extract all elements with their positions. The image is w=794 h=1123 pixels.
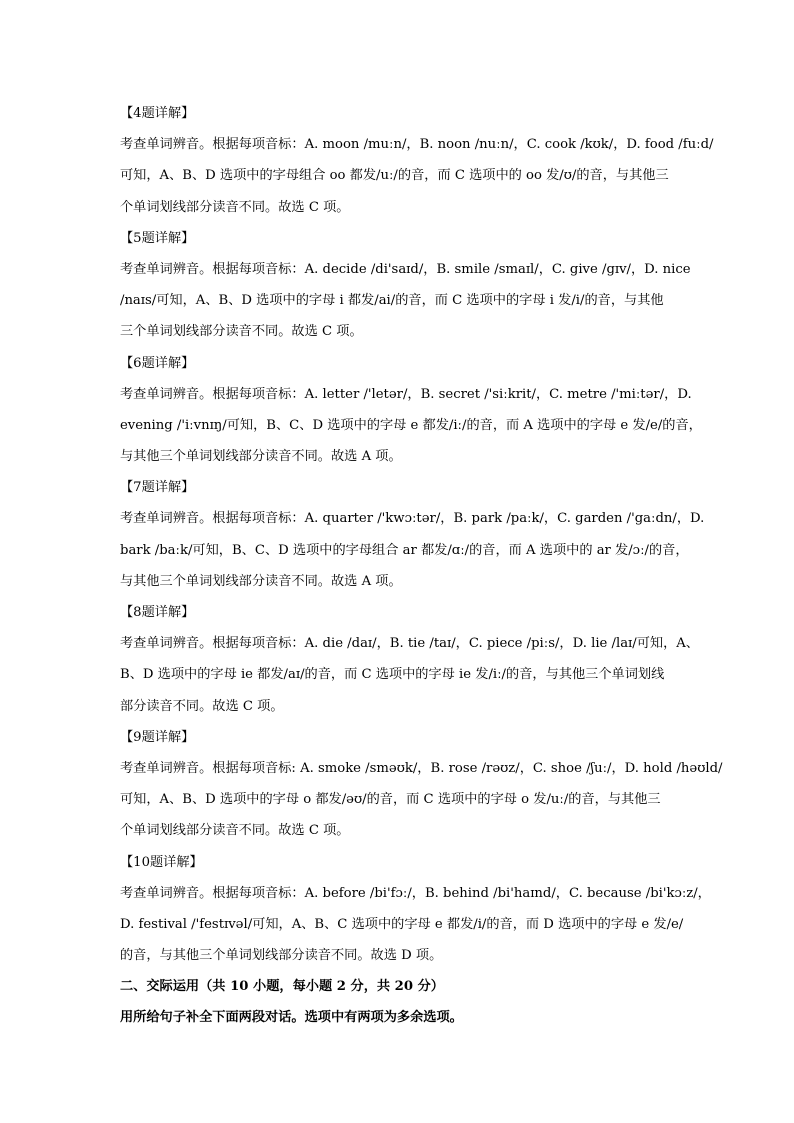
section-q6: [120, 348, 702, 473]
part-two: [120, 971, 680, 1033]
paragraph-line: /naɪs/可知，A、B、D 选项中的字母 i 都发/ai/的音，而 C 选项中的字母 i 发/i/的音，与其他: [120, 293, 664, 309]
paragraph-line: evening /'iːvnɪŋ/可知，B、C、D 选项中的字母 e 都发/iː/的音，而 A 选项中的字母 e 发/e/的音，: [120, 417, 702, 433]
paragraph-line: 考查单词辨音。根据每项音标：A. quarter /'kwɔːtər/，B. park /paːk/，C. garden /'gaːdn/，D.: [120, 511, 705, 527]
paragraph-line: 与其他三个单词划线部分读音不同。故选 A 项。: [120, 449, 402, 465]
section-q5: [120, 223, 691, 348]
paragraph-line: 可知，A、B、D 选项中的字母 o 都发/əʊ/的音，而 C 选项中的字母 o 发/uː/的音，与其他三: [120, 792, 661, 808]
section-heading: 【4题详解】: [120, 106, 195, 121]
paragraph-line: bark /baːk/可知，B、C、D 选项中的字母组合 ar 都发/ɑː/的音，而 A 选项中的 ar 发/ɔː/的音，: [120, 542, 689, 558]
paragraph-line: 考查单词辨音。根据每项音标：A. die /daɪ/，B. tie /taɪ/，C. piece /piːs/，D. lie /laɪ/可知，A、: [120, 636, 699, 652]
paragraph-line: 个单词划线部分读音不同。故选 C 项。: [120, 199, 350, 215]
section-heading: 【10题详解】: [120, 854, 203, 870]
paragraph-line: B、D 选项中的字母 ie 都发/aɪ/的音，而 C 选项中的字母 ie 发/iː/的音，与其他三个单词划线: [120, 667, 665, 683]
paragraph-line: 的音，与其他三个单词划线部分读音不同。故选 D 项。: [120, 948, 443, 964]
section-q10: [120, 847, 711, 972]
section-q9: [120, 722, 723, 847]
section-q7: [120, 472, 705, 597]
part-two-title: 二、交际运用（共 10 小题，每小题 2 分，共 20 分）: [120, 979, 444, 995]
paragraph-line: 考查单词辨音。根据每项音标：A. before /bi'fɔː/，B. behind /bi'haɪnd/，C. because /bi'kɔːz/，: [120, 885, 711, 901]
paragraph-line: D. festival /'festɪvəl/可知，A、B、C 选项中的字母 e 都发/i/的音，而 D 选项中的字母 e 发/e/: [120, 916, 684, 932]
section-heading: 【5题详解】: [120, 230, 195, 246]
document-content: [120, 98, 723, 1034]
section-heading: 【9题详解】: [120, 729, 195, 745]
paragraph-line: 个单词划线部分读音不同。故选 C 项。: [120, 823, 350, 839]
section-q4: [120, 98, 714, 223]
section-q8: [120, 597, 699, 722]
paragraph-line: 与其他三个单词划线部分读音不同。故选 A 项。: [120, 573, 402, 589]
paragraph-line: 考查单词辨音。根据每项音标: A. smoke /sməʊk/，B. rose /rəʊz/，C. shoe /ʃuː/，D. hold /həʊld/: [120, 760, 723, 776]
paragraph-line: 部分读音不同。故选 C 项。: [120, 698, 284, 714]
paragraph-line: 考查单词辨音。根据每项音标：A. letter /'letər/，B. secret /'siːkrit/，C. metre /'miːtər/，D.: [120, 386, 692, 402]
part-two-instruction: 用所给句子补全下面两段对话。选项中有两项为多余选项。: [120, 1010, 463, 1026]
section-heading: 【6题详解】: [120, 355, 195, 371]
paragraph-line: 考查单词辨音。根据每项音标：A. moon /muːn/，B. noon /nuːn/，C. cook /kʊk/，D. food /fuːd/: [120, 137, 714, 153]
section-heading: 【8题详解】: [120, 605, 195, 620]
paragraph-line: 三个单词划线部分读音不同。故选 C 项。: [120, 324, 363, 340]
section-heading: 【7题详解】: [120, 480, 195, 496]
paragraph-line: 可知，A、B、D 选项中的字母组合 oo 都发/uː/的音，而 C 选项中的 oo 发/ʊ/的音，与其他三: [120, 168, 669, 184]
paragraph-line: 考查单词辨音。根据每项音标：A. decide /di'saɪd/，B. smile /smaɪl/，C. give /gɪv/，D. nice: [120, 261, 691, 277]
